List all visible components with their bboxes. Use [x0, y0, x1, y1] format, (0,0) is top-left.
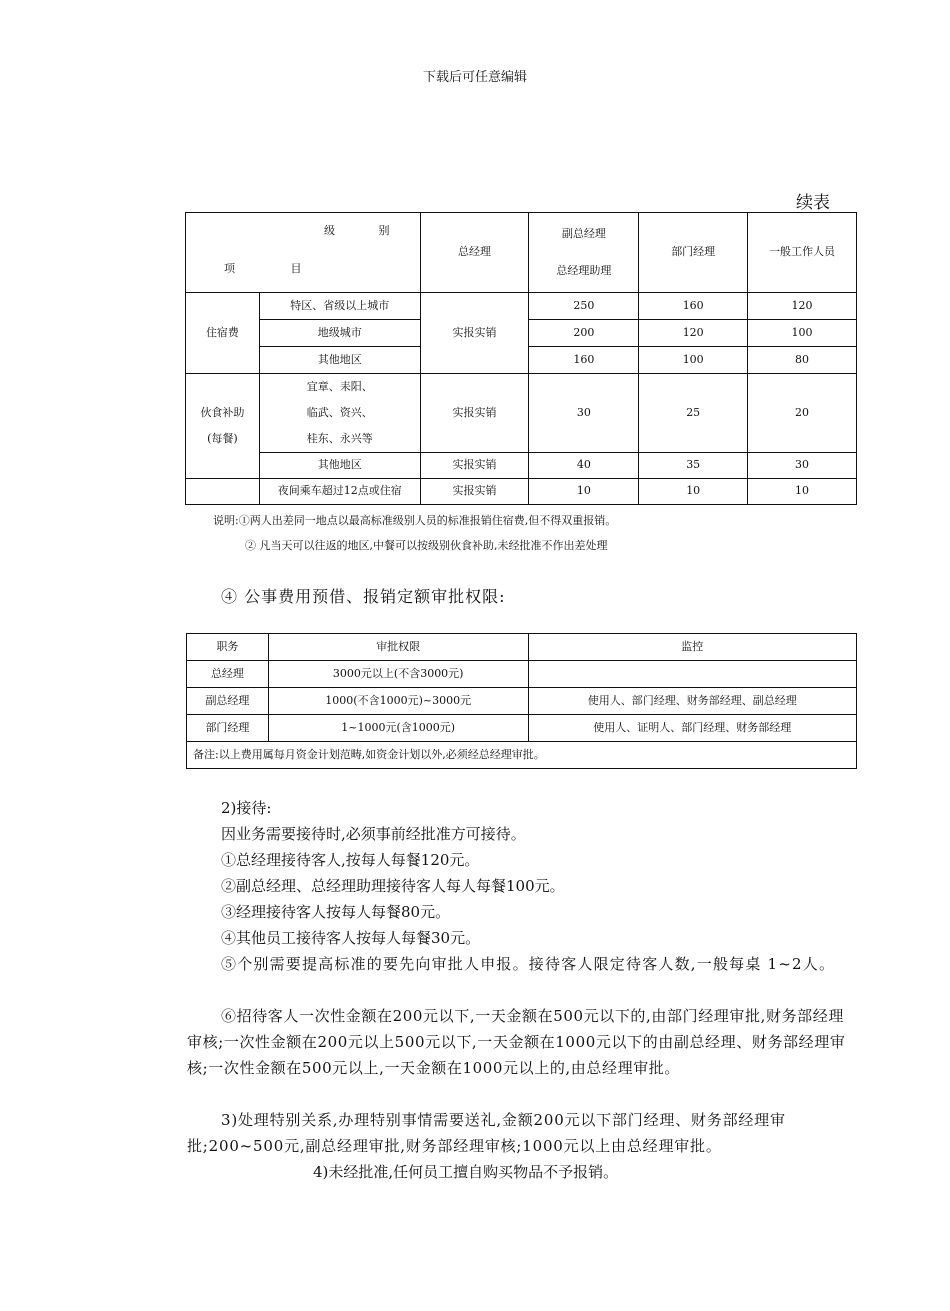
table-row	[187, 661, 857, 688]
para-rule-4: ④其他员工接待客人按每人每餐30元。	[221, 929, 481, 947]
value-cell: 100	[748, 320, 857, 347]
para-rule-2: ②副总经理、总经理助理接待客人每人每餐100元。	[221, 877, 565, 895]
value-cell: 250	[529, 293, 639, 320]
monitor-cell: 使用人、部门经理、财务部经理、副总经理	[528, 688, 856, 715]
table-row	[187, 688, 857, 715]
col-header-staff: 一般工作人员	[748, 213, 857, 293]
para-rule-1: ①总经理接待客人,按每人每餐120元。	[221, 851, 480, 869]
value-cell: 10	[748, 479, 857, 505]
para-reception-intro: 因业务需要接待时,必须事前经批准方可接待。	[221, 825, 526, 843]
page-header-note: 下载后可任意编辑	[422, 70, 527, 85]
value-cell: 80	[748, 347, 857, 374]
value-cell: 10	[639, 479, 748, 505]
header-item-label: 项 目	[224, 261, 328, 275]
para-gift-rule: 3)处理特别关系,办理特别事情需要送礼,金额200元以下部门经理、财务部经理审批;200~500元,副总经理审批,财务部经理审核;1000元以上由总经理审批。	[187, 1111, 786, 1155]
section-title: ④ 公事费用预借、报销定额审批权限:	[221, 587, 506, 606]
table-note-2: ② 凡当天可以往返的地区,中餐可以按级别伙食补助,未经批准不作出差处理	[245, 539, 608, 552]
para-reception-title: 2)接待:	[221, 799, 272, 817]
limit-cell: 1000(不含1000元)~3000元	[268, 688, 528, 715]
header-level-label: 级 别	[324, 223, 410, 237]
diagonal-header-cell	[186, 213, 421, 293]
area-cell: 其他地区	[259, 347, 420, 374]
travel-expense-table	[185, 212, 857, 505]
limit-cell: 1~1000元(含1000元)	[268, 715, 528, 742]
area-cell: 特区、省级以上城市	[259, 293, 420, 320]
monitor-cell: 使用人、证明人、部门经理、财务部经理	[528, 715, 856, 742]
remark-cell: 备注:以上费用属每月资金计划范畴,如资金计划以外,必须经总经理审批。	[187, 742, 857, 769]
value-cell: 40	[529, 453, 639, 479]
col-header-limit: 审批权限	[268, 634, 528, 661]
limit-cell: 3000元以上(不含3000元)	[268, 661, 528, 688]
area-line: 临武、资兴、	[306, 406, 373, 419]
value-cell: 25	[639, 374, 748, 453]
gm-cell: 实报实销	[420, 479, 529, 505]
value-cell: 20	[748, 374, 857, 453]
approval-authority-table	[186, 633, 857, 769]
continued-table-label: 续表	[796, 193, 830, 213]
value-cell: 120	[748, 293, 857, 320]
area-cell-multi	[259, 374, 420, 453]
meal-label-line2: (每餐)	[207, 432, 238, 445]
value-cell: 200	[529, 320, 639, 347]
table-note-1: 说明:①两人出差同一地点以最高标准级别人员的标准报销住宿费,但不得双重报销。	[213, 514, 617, 527]
value-cell: 10	[529, 479, 639, 505]
empty-cell	[186, 479, 260, 505]
col-header-vgm-line2: 总经理助理	[556, 263, 612, 277]
col-header-vgm	[529, 213, 639, 293]
col-header-monitor: 监控	[528, 634, 856, 661]
para-rule-6: ⑥招待客人一次性金额在200元以下,一天金额在500元以下的,由部门经理审批,财务部经理审核;一次性金额在200元以上500元以下,一天金额在1000元以下的由副总经理、财务部经理审核;一次性金额在500元以上,一天金额在1000元以上的,由总经理审批。	[187, 1007, 846, 1077]
area-cell: 其他地区	[259, 453, 420, 479]
area-line: 宜章、耒阳、	[306, 380, 373, 393]
lodging-label: 住宿费	[186, 293, 260, 374]
gm-cell: 实报实销	[420, 374, 529, 453]
table-row	[186, 374, 857, 453]
meal-label	[186, 374, 260, 479]
para-rule-3: ③经理接待客人按每人每餐80元。	[221, 903, 451, 921]
role-cell: 副总经理	[187, 688, 269, 715]
gm-cell: 实报实销	[420, 293, 529, 374]
value-cell: 35	[639, 453, 748, 479]
table-row	[186, 293, 857, 320]
area-cell: 夜间乘车超过12点或住宿	[259, 479, 420, 505]
col-header-gm: 总经理	[420, 213, 529, 293]
area-cell: 地级城市	[259, 320, 420, 347]
role-cell: 部门经理	[187, 715, 269, 742]
para-unauthorized-rule: 4)未经批准,任何员工擅自购买物品不予报销。	[313, 1163, 619, 1181]
col-header-role: 职务	[187, 634, 269, 661]
monitor-cell	[528, 661, 856, 688]
col-header-dept: 部门经理	[639, 213, 748, 293]
value-cell: 160	[639, 293, 748, 320]
table-row	[186, 453, 857, 479]
table-header-row	[187, 634, 857, 661]
value-cell: 30	[748, 453, 857, 479]
para-rule-5: ⑤个别需要提高标准的要先向审批人申报。接待客人限定待客人数,一般每桌 1~2人。	[221, 955, 836, 973]
value-cell: 30	[529, 374, 639, 453]
col-header-vgm-line1: 副总经理	[561, 227, 606, 241]
table-row	[186, 479, 857, 505]
value-cell: 160	[529, 347, 639, 374]
gm-cell: 实报实销	[420, 453, 529, 479]
value-cell: 100	[639, 347, 748, 374]
area-line: 桂东、永兴等	[306, 432, 373, 445]
meal-label-line1: 伙食补助	[200, 406, 245, 419]
value-cell: 120	[639, 320, 748, 347]
table-row	[187, 742, 857, 769]
role-cell: 总经理	[187, 661, 269, 688]
table-row	[187, 715, 857, 742]
